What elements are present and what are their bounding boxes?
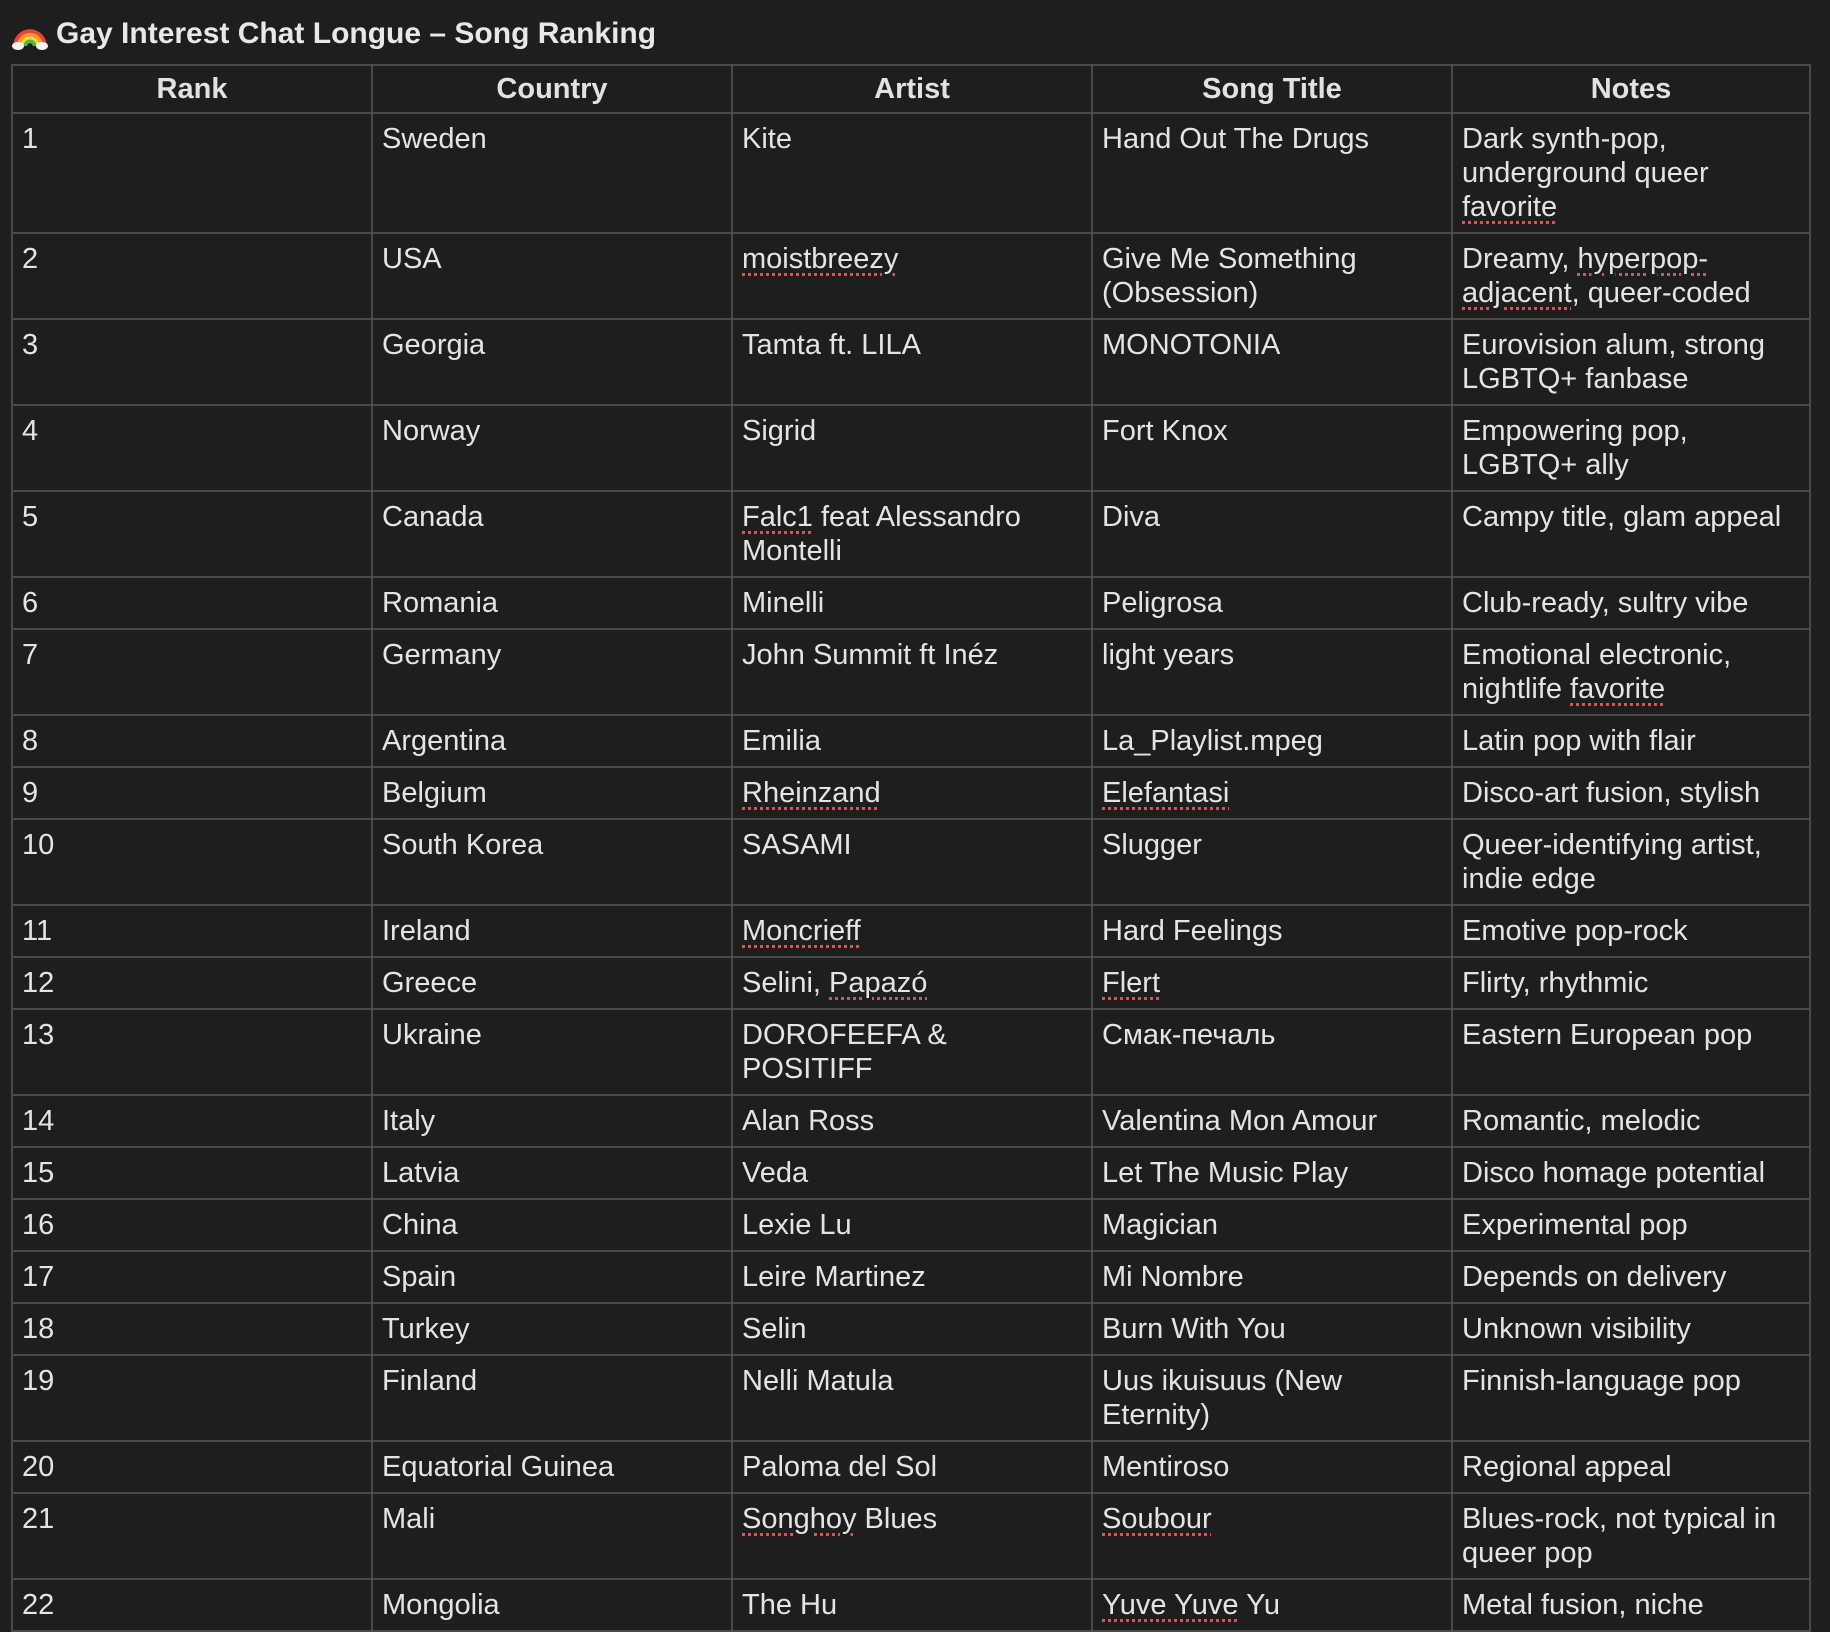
song-title-cell: Valentina Mon Amour	[1092, 1095, 1452, 1147]
artist-cell: Falc1 feat Alessandro Montelli	[732, 491, 1092, 577]
rank-cell: 10	[12, 819, 372, 905]
notes-cell: Disco homage potential	[1452, 1147, 1810, 1199]
rank-cell: 5	[12, 491, 372, 577]
artist-cell: Selini, Papazó	[732, 957, 1092, 1009]
rank-cell: 15	[12, 1147, 372, 1199]
song-title-cell: Slugger	[1092, 819, 1452, 905]
artist-cell: Lexie Lu	[732, 1199, 1092, 1251]
artist-cell: Rheinzand	[732, 767, 1092, 819]
table-row	[12, 1199, 1810, 1251]
country-cell: Turkey	[372, 1303, 732, 1355]
table-row	[12, 405, 1810, 491]
rank-cell: 1	[12, 113, 372, 233]
table-row	[12, 1493, 1810, 1579]
notes-cell: Emotive pop-rock	[1452, 905, 1810, 957]
artist-cell: John Summit ft Inéz	[732, 629, 1092, 715]
artist-cell: Leire Martinez	[732, 1251, 1092, 1303]
notes-cell: Flirty, rhythmic	[1452, 957, 1810, 1009]
artist-cell: Sigrid	[732, 405, 1092, 491]
table-body	[12, 113, 1810, 1631]
table-row	[12, 715, 1810, 767]
country-cell: Georgia	[372, 319, 732, 405]
song-title-cell: Give Me Something (Obsession)	[1092, 233, 1452, 319]
rank-cell: 3	[12, 319, 372, 405]
artist-cell: Tamta ft. LILA	[732, 319, 1092, 405]
song-title-cell: Yuve Yuve Yu	[1092, 1579, 1452, 1631]
song-title-cell: Diva	[1092, 491, 1452, 577]
document-title-text: Gay Interest Chat Longue – Song Ranking	[56, 17, 657, 50]
notes-cell: Campy title, glam appeal	[1452, 491, 1810, 577]
notes-cell: Eastern European pop	[1452, 1009, 1810, 1095]
artist-cell: The Hu	[732, 1579, 1092, 1631]
artist-cell: Moncrieff	[732, 905, 1092, 957]
song-title-cell: Peligrosa	[1092, 577, 1452, 629]
rank-cell: 14	[12, 1095, 372, 1147]
country-cell: Ireland	[372, 905, 732, 957]
table-row	[12, 1355, 1810, 1441]
country-cell: Finland	[372, 1355, 732, 1441]
country-cell: Germany	[372, 629, 732, 715]
document-title	[12, 14, 656, 54]
notes-cell: Eurovision alum, strong LGBTQ+ fanbase	[1452, 319, 1810, 405]
notes-cell: Dark synth-pop, underground queer favorite	[1452, 113, 1810, 233]
table-row	[12, 819, 1810, 905]
rank-cell: 12	[12, 957, 372, 1009]
song-title-cell: Hard Feelings	[1092, 905, 1452, 957]
artist-cell: Emilia	[732, 715, 1092, 767]
table-row	[12, 1441, 1810, 1493]
song-title-cell: Mi Nombre	[1092, 1251, 1452, 1303]
country-cell: USA	[372, 233, 732, 319]
song-title-cell: Смак-печаль	[1092, 1009, 1452, 1095]
table-row	[12, 905, 1810, 957]
rank-cell: 8	[12, 715, 372, 767]
column-header-rank: Rank	[12, 65, 372, 113]
notes-cell: Queer-identifying artist, indie edge	[1452, 819, 1810, 905]
artist-cell: SASAMI	[732, 819, 1092, 905]
country-cell: Latvia	[372, 1147, 732, 1199]
table-row	[12, 1147, 1810, 1199]
song-ranking-table	[11, 64, 1811, 1632]
country-cell: Argentina	[372, 715, 732, 767]
table-row	[12, 233, 1810, 319]
country-cell: Italy	[372, 1095, 732, 1147]
rank-cell: 17	[12, 1251, 372, 1303]
artist-cell: DOROFEEFA & POSITIFF	[732, 1009, 1092, 1095]
artist-cell: Songhoy Blues	[732, 1493, 1092, 1579]
column-header-artist: Artist	[732, 65, 1092, 113]
country-cell: Ukraine	[372, 1009, 732, 1095]
notes-cell: Dreamy, hyperpop-adjacent, queer-coded	[1452, 233, 1810, 319]
artist-cell: Paloma del Sol	[732, 1441, 1092, 1493]
table-row	[12, 1303, 1810, 1355]
artist-cell: Veda	[732, 1147, 1092, 1199]
country-cell: Mongolia	[372, 1579, 732, 1631]
rank-cell: 2	[12, 233, 372, 319]
song-title-cell: Flert	[1092, 957, 1452, 1009]
song-title-cell: Mentiroso	[1092, 1441, 1452, 1493]
country-cell: China	[372, 1199, 732, 1251]
table-row	[12, 1095, 1810, 1147]
song-title-cell: Soubour	[1092, 1493, 1452, 1579]
table-row	[12, 113, 1810, 233]
table-row	[12, 1579, 1810, 1631]
rank-cell: 19	[12, 1355, 372, 1441]
notes-cell: Regional appeal	[1452, 1441, 1810, 1493]
table-row	[12, 1009, 1810, 1095]
artist-cell: Kite	[732, 113, 1092, 233]
rank-cell: 6	[12, 577, 372, 629]
country-cell: South Korea	[372, 819, 732, 905]
rank-cell: 16	[12, 1199, 372, 1251]
rank-cell: 9	[12, 767, 372, 819]
table-row	[12, 1251, 1810, 1303]
column-header-song-title: Song Title	[1092, 65, 1452, 113]
notes-cell: Depends on delivery	[1452, 1251, 1810, 1303]
country-cell: Spain	[372, 1251, 732, 1303]
notes-cell: Unknown visibility	[1452, 1303, 1810, 1355]
country-cell: Sweden	[372, 113, 732, 233]
song-title-cell: Hand Out The Drugs	[1092, 113, 1452, 233]
notes-cell: Empowering pop, LGBTQ+ ally	[1452, 405, 1810, 491]
rank-cell: 20	[12, 1441, 372, 1493]
rank-cell: 11	[12, 905, 372, 957]
notes-cell: Romantic, melodic	[1452, 1095, 1810, 1147]
country-cell: Mali	[372, 1493, 732, 1579]
notes-cell: Experimental pop	[1452, 1199, 1810, 1251]
artist-cell: Selin	[732, 1303, 1092, 1355]
table-row	[12, 629, 1810, 715]
country-cell: Canada	[372, 491, 732, 577]
country-cell: Equatorial Guinea	[372, 1441, 732, 1493]
song-title-cell: MONOTONIA	[1092, 319, 1452, 405]
rank-cell: 22	[12, 1579, 372, 1631]
rank-cell: 7	[12, 629, 372, 715]
song-title-cell: Magician	[1092, 1199, 1452, 1251]
table-row	[12, 577, 1810, 629]
rainbow-icon	[12, 16, 48, 52]
artist-cell: Alan Ross	[732, 1095, 1092, 1147]
table-row	[12, 957, 1810, 1009]
song-title-cell: Burn With You	[1092, 1303, 1452, 1355]
table-row	[12, 491, 1810, 577]
column-header-country: Country	[372, 65, 732, 113]
column-header-notes: Notes	[1452, 65, 1810, 113]
table-header-row	[12, 65, 1810, 113]
country-cell: Romania	[372, 577, 732, 629]
notes-cell: Disco-art fusion, stylish	[1452, 767, 1810, 819]
song-title-cell: Let The Music Play	[1092, 1147, 1452, 1199]
rank-cell: 4	[12, 405, 372, 491]
song-title-cell: Uus ikuisuus (New Eternity)	[1092, 1355, 1452, 1441]
artist-cell: moistbreezy	[732, 233, 1092, 319]
notes-cell: Finnish-language pop	[1452, 1355, 1810, 1441]
country-cell: Greece	[372, 957, 732, 1009]
notes-cell: Latin pop with flair	[1452, 715, 1810, 767]
table-row	[12, 767, 1810, 819]
notes-cell: Metal fusion, niche	[1452, 1579, 1810, 1631]
country-cell: Norway	[372, 405, 732, 491]
artist-cell: Minelli	[732, 577, 1092, 629]
rank-cell: 13	[12, 1009, 372, 1095]
notes-cell: Club-ready, sultry vibe	[1452, 577, 1810, 629]
country-cell: Belgium	[372, 767, 732, 819]
notes-cell: Blues-rock, not typical in queer pop	[1452, 1493, 1810, 1579]
table-row	[12, 319, 1810, 405]
song-title-cell: Elefantasi	[1092, 767, 1452, 819]
artist-cell: Nelli Matula	[732, 1355, 1092, 1441]
notes-cell: Emotional electronic, nightlife favorite	[1452, 629, 1810, 715]
song-title-cell: light years	[1092, 629, 1452, 715]
song-title-cell: Fort Knox	[1092, 405, 1452, 491]
song-title-cell: La_Playlist.mpeg	[1092, 715, 1452, 767]
rank-cell: 18	[12, 1303, 372, 1355]
rank-cell: 21	[12, 1493, 372, 1579]
